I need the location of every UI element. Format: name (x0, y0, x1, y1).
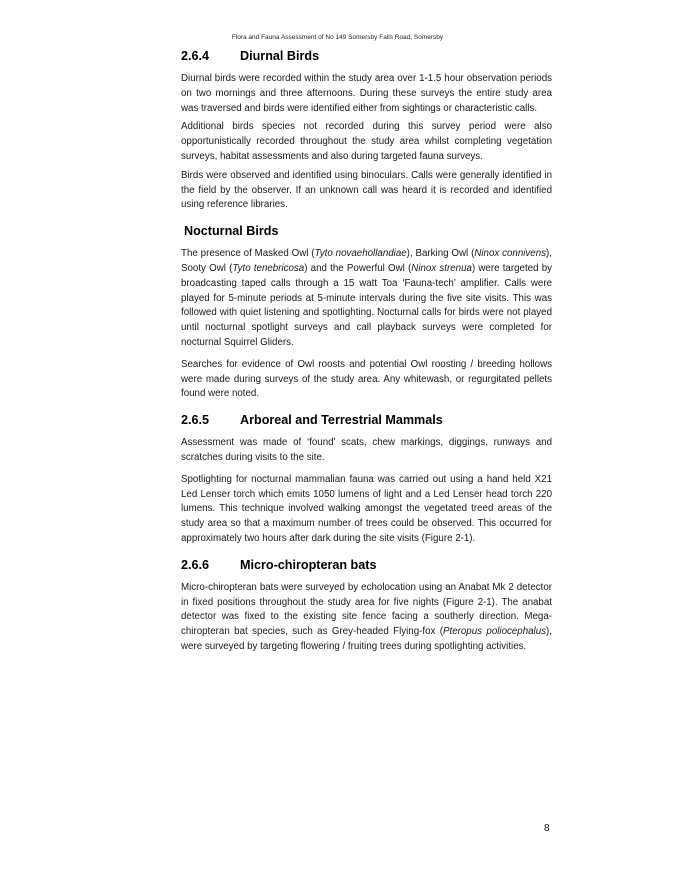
diurnal-paragraph-1: Diurnal birds were recorded within the study area over 1-1.5 hour observation periods on two mornings and three afternoons. During these surveys the entire study area was traversed and birds were identified either from sightings or characteristic calls. (181, 73, 552, 114)
page-content (181, 47, 552, 655)
page-number: 8 (544, 823, 550, 834)
species-name: Ninox strenua (411, 262, 472, 274)
text-run: ) and the Powerful Owl ( (304, 262, 412, 274)
heading-diurnal-birds (181, 47, 552, 65)
heading-title: Diurnal Birds (240, 49, 320, 63)
diurnal-paragraph-2: Additional birds species not recorded during this survey period were also opportunistically recorded throughout the study area whilst completing vegetation surveys, habitat assessments and also during targeted fauna surveys. (181, 121, 552, 162)
mammals-paragraph-2: Spotlighting for nocturnal mammalian fauna was carried out using a hand held X21 Led Lenser torch which emits 1050 lumens of light and a Led Lenser head torch 220 lumens. This technique involved walking amongst the vegetated treed areas of the study area so that a maximum number of trees could be observed. This occurred for approximately two hours after dark during the site visits (Figure 2-1). (181, 473, 552, 544)
text-run: The presence of Masked Owl ( (181, 248, 315, 260)
nocturnal-paragraph-1 (181, 247, 552, 351)
bats-paragraph-1 (181, 581, 552, 655)
text-run: ) were targeted by broadcasting taped calls through a 15 watt Toa ‘Fauna-tech’ amplifier. Calls were played for 5-minute periods at 5-minute intervals during the five site visits. This was followed with quiet listening and spotlighting. Nocturnal calls for birds were not played until nocturnal spotlight surveys and call playback surveys were completed for nocturnal Squirrel Gliders. (181, 262, 552, 348)
heading-number: 2.6.6 (181, 557, 210, 572)
species-name: Tyto novaehollandiae (314, 248, 407, 260)
diurnal-paragraph-3: Birds were observed and identified using binoculars. Calls were generally identified in the field by the observer. If an unknown call was heard it is recorded and identified using reference libraries. (181, 169, 552, 211)
text-run: Micro-chiropteran bats were surveyed by echolocation using an Anabat Mk 2 detector in fixed positions throughout the study area for five nights (Figure 2-1). The anabat detector was fixed to the existing site fence facing a southerly direction. Mega-chiropteran bat species, such as Grey-headed Flying-fox ( (181, 581, 552, 638)
heading-title: Arboreal and Terrestrial Mammals (240, 413, 443, 428)
heading-number: 2.6.5 (181, 413, 210, 428)
heading-title: Micro-chiropteran bats (240, 557, 377, 572)
species-name: Tyto tenebricosa (232, 262, 305, 274)
heading-number: 2.6.4 (181, 49, 210, 63)
running-header: Flora and Fauna Assessment of No 149 Somersby Falls Road, Somersby (231, 34, 444, 41)
text-run: ), Sooty Owl ( (181, 248, 552, 274)
text-run: ), were surveyed by targeting flowering / fruiting trees during spotlighting activities. (181, 626, 552, 652)
mammals-paragraph-1: Assessment was made of ‘found’ scats, chew markings, diggings, runways and scratches during visits to the site. (181, 437, 552, 463)
species-name: Ninox connivens (474, 248, 547, 260)
heading-nocturnal-birds: Nocturnal Birds (184, 224, 279, 239)
text-run: ), Barking Owl ( (406, 248, 475, 260)
heading-mammals (181, 411, 552, 429)
species-name: Pteropus poliocephalus (443, 626, 547, 638)
heading-bats (181, 556, 552, 574)
nocturnal-paragraph-2: Searches for evidence of Owl roosts and potential Owl roosting / breeding hollows were made during surveys of the study area. Any whitewash, or regurgitated pellets found were noted. (181, 358, 552, 400)
